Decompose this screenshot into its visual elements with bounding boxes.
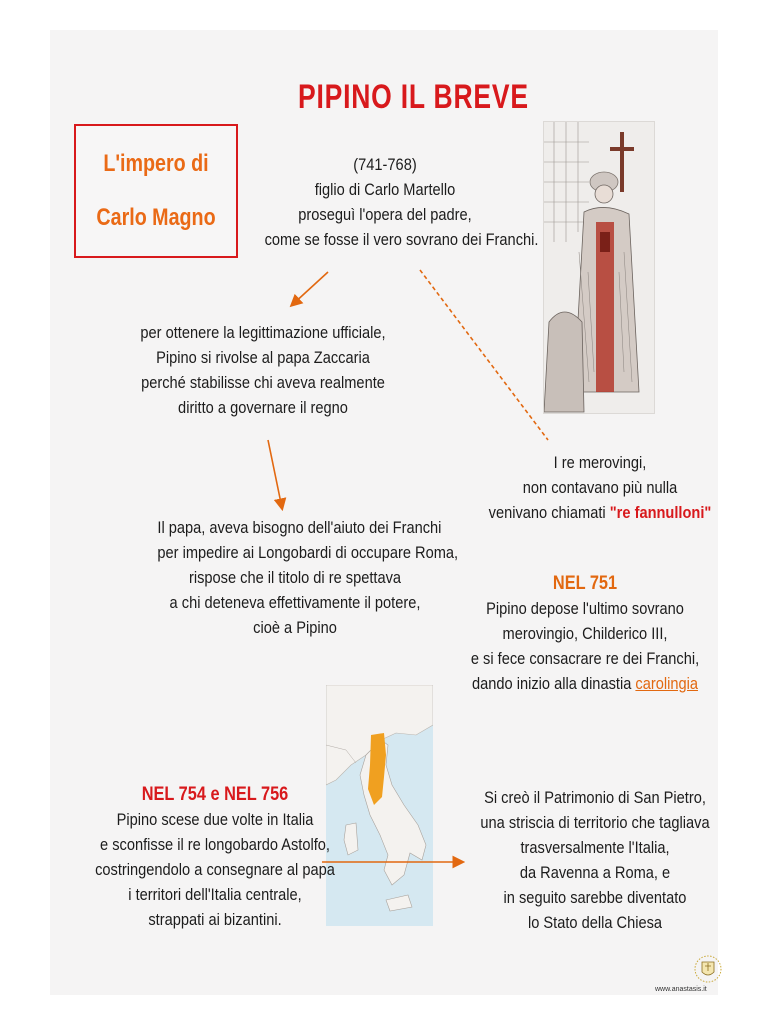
- arrow-legitimation-to-papa: [268, 440, 282, 508]
- nel754-heading: NEL 754 e NEL 756: [141, 784, 289, 805]
- legitimation-line: diritto a governare il regno: [178, 398, 348, 417]
- papa-line: per impedire ai Longobardi di occupare Roma,: [157, 543, 459, 562]
- page-title: PIPINO IL BREVE: [298, 78, 529, 116]
- patrimonio-line: Si creò il Patrimonio di San Pietro,: [484, 788, 706, 807]
- intro-line: figlio di Carlo Martello: [314, 180, 456, 199]
- nel751-line: merovingio, Childerico III,: [502, 624, 668, 643]
- patrimonio-line: lo Stato della Chiesa: [527, 913, 663, 932]
- arrow-intro-to-legitimation: [292, 272, 328, 305]
- empire-box-line-2: Carlo Magno: [96, 204, 216, 231]
- nel754-line: costringendolo a consegnare al papa: [95, 860, 335, 879]
- legitimation-line: per ottenere la legittimazione ufficiale,: [140, 323, 386, 342]
- merovingi-line: I re merovingi,: [553, 453, 647, 472]
- nel751-line: Pipino depose l'ultimo sovrano: [486, 599, 684, 618]
- papa-line: a chi deteneva effettivamente il potere,: [169, 593, 421, 612]
- merovingi-line: non contavano più nulla: [522, 478, 678, 497]
- arrow-dashed-to-merovingi: [420, 270, 548, 440]
- patrimonio-line: una striscia di territorio che tagliava: [480, 813, 710, 832]
- re-fannulloni-highlight: "re fannulloni": [609, 503, 712, 522]
- empire-box-line-1: L'impero di: [103, 150, 209, 177]
- nel751-line: e si fece consacrare re dei Franchi,: [470, 649, 700, 668]
- nel751-last-prefix: dando inizio alla dinastia: [472, 674, 632, 693]
- papa-line: rispose che il titolo di re spettava: [188, 568, 402, 587]
- nel754-line: e sconfisse il re longobardo Astolfo,: [100, 835, 330, 854]
- intro-line: proseguì l'opera del padre,: [298, 205, 472, 224]
- legitimation-line: Pipino si rivolse al papa Zaccaria: [156, 348, 370, 367]
- footer-url[interactable]: www.anastasis.it: [655, 986, 707, 993]
- merovingi-line-prefix: venivano chiamati: [488, 503, 606, 522]
- intro-line: come se fosse il vero sovrano dei Franchi.: [264, 230, 539, 249]
- papa-line: cioè a Pipino: [253, 618, 337, 637]
- carolingia-link[interactable]: carolingia: [635, 674, 698, 693]
- patrimonio-line: trasversalmente l'Italia,: [520, 838, 670, 857]
- nel751-heading: NEL 751: [552, 573, 618, 594]
- legitimation-line: perché stabilisse chi aveva realmente: [141, 373, 385, 392]
- nel754-line: i territori dell'Italia centrale,: [128, 885, 302, 904]
- anastasis-logo: [693, 950, 723, 988]
- patrimonio-line: da Ravenna a Roma, e: [519, 863, 671, 882]
- patrimonio-line: in seguito sarebbe diventato: [503, 888, 687, 907]
- nel754-line: Pipino scese due volte in Italia: [116, 810, 314, 829]
- nel754-line: strappati ai bizantini.: [148, 910, 282, 929]
- papa-line: Il papa, aveva bisogno dell'aiuto dei Franchi: [157, 518, 442, 537]
- intro-line: (741-768): [353, 155, 417, 174]
